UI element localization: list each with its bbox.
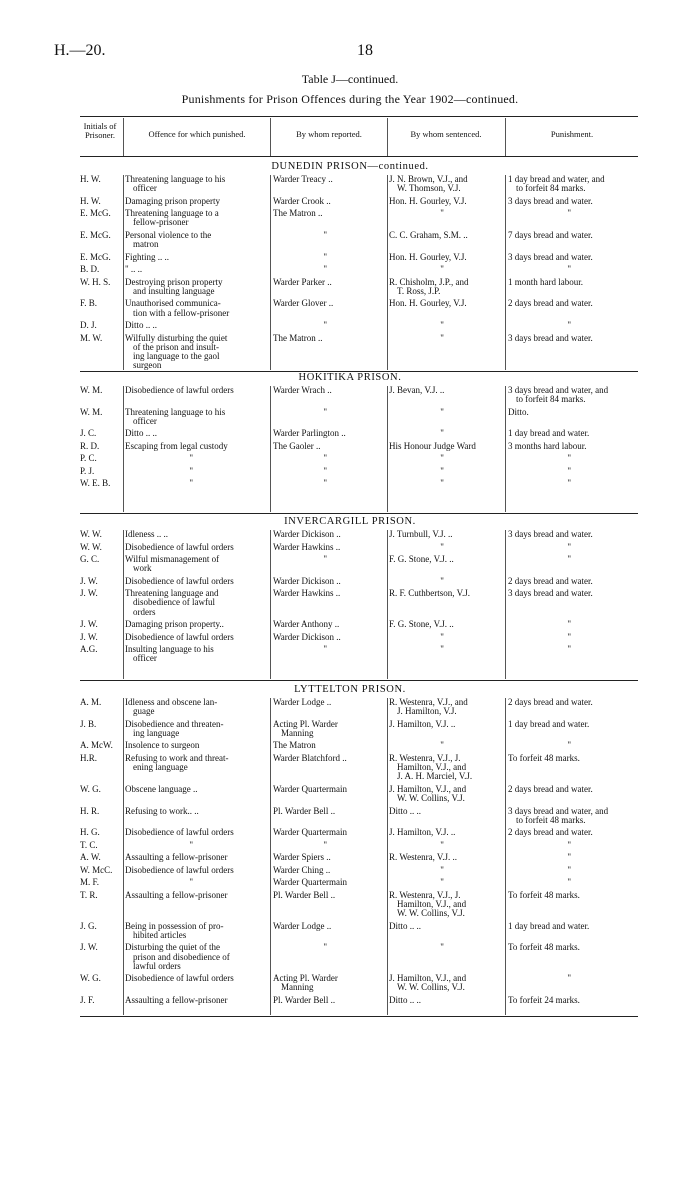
table-subtitle: Punishments for Prison Offences during the Year 1902—continued. [181, 92, 519, 106]
cell-initials: A. W. [80, 853, 101, 863]
cell-offence: Disobedience of lawful orders [125, 542, 234, 552]
cell-sentenced: " [440, 645, 444, 655]
cell-punishment: to forfeit 48 marks. [516, 815, 586, 825]
cell-sentenced: W. W. Collins, V.J. [397, 909, 465, 919]
cell-punishment: 3 days bread and water. [508, 530, 593, 539]
cell-initials: H. R. [80, 806, 100, 816]
cell-punishment: to forfeit 84 marks. [516, 184, 586, 194]
cell-punishment: " [567, 209, 572, 219]
cell-reported: Warder Dickison .. [273, 576, 341, 586]
cell-reported: Warder Spiers .. [273, 853, 331, 863]
column-divider [387, 530, 388, 679]
cell-reported: Warder Quartermain [273, 878, 347, 888]
cell-sentenced: " [440, 878, 444, 888]
cell-sentenced: " [440, 429, 444, 439]
column-divider [123, 698, 124, 1015]
cell-offence: Fighting .. .. [125, 252, 170, 262]
cell-sentenced: J. Bevan, V.J. .. [389, 386, 445, 395]
column-divider [123, 175, 124, 370]
cell-offence: Refusing to work and threat- [125, 753, 229, 763]
cell-offence: ening language [133, 763, 188, 773]
cell-initials: A. M. [80, 698, 102, 707]
cell-punishment: 3 days bread and water. [508, 196, 593, 206]
cell-initials: A. McW. [80, 741, 113, 751]
cell-offence: Insolence to surgeon [125, 741, 200, 751]
cell-initials: M. W. [80, 333, 103, 343]
cell-sentenced: C. C. Graham, S.M. .. [389, 230, 468, 240]
column-divider [505, 386, 506, 512]
top-rule [80, 116, 638, 117]
cell-offence: Assaulting a fellow-prisoner [125, 853, 228, 863]
cell-offence: " [189, 479, 194, 489]
header-column-divider [505, 118, 506, 156]
cell-offence: Being in possession of pro- [125, 921, 224, 931]
cell-reported: Warder Ching .. [273, 865, 331, 875]
cell-reported: Warder Hawkins .. [273, 589, 341, 599]
column-divider [123, 530, 124, 679]
cell-reported: Warder Crook .. [273, 196, 331, 206]
cell-initials: W. E. B. [80, 479, 111, 489]
cell-sentenced: T. Ross, J.P. [397, 286, 441, 296]
cell-offence: guage [133, 707, 155, 717]
column-divider [270, 698, 271, 1015]
cell-punishment: 2 days bread and water. [508, 299, 593, 309]
cell-offence: " [189, 466, 194, 476]
cell-sentenced: J. Hamilton, V.J. .. [389, 719, 456, 729]
cell-reported: " [323, 943, 328, 953]
cell-initials: T. C. [80, 840, 98, 850]
cell-sentenced: R. F. Cuthbertson, V.J. [389, 589, 470, 599]
cell-reported: " [323, 479, 328, 489]
cell-punishment: " [567, 454, 572, 464]
cell-offence: Assaulting a fellow-prisoner [125, 995, 228, 1005]
cell-reported: " [323, 407, 328, 417]
cell-initials: W. G. [80, 784, 101, 794]
header-column-divider [387, 118, 388, 156]
cell-reported: " [323, 265, 328, 275]
header-column-divider [123, 118, 124, 156]
cell-reported: The Matron .. [273, 333, 323, 343]
cell-reported: " [323, 555, 328, 564]
cell-punishment: 2 days bread and water. [508, 828, 593, 838]
cell-reported: Warder Lodge .. [273, 698, 332, 707]
cell-reported: Warder Wrach .. [273, 386, 332, 395]
cell-sentenced: Hon. H. Gourley, V.J. [389, 196, 467, 206]
cell-sentenced: " [440, 479, 444, 489]
cell-sentenced: Hamilton, V.J., and [397, 763, 467, 773]
cell-punishment: 1 day bread and water. [508, 429, 590, 439]
cell-offence: Refusing to work.. .. [125, 806, 199, 816]
section-heading: DUNEDIN PRISON—continued. [271, 161, 429, 172]
cell-punishment: " [567, 321, 572, 330]
cell-sentenced: W. Thomson, V.J. [397, 184, 461, 194]
cell-initials: D. J. [80, 321, 97, 330]
cell-offence: work [133, 564, 152, 574]
cell-initials: R. D. [80, 441, 100, 451]
cell-initials: W. McC. [80, 865, 113, 875]
cell-punishment: 7 days bread and water. [508, 230, 593, 240]
cell-punishment: 1 day bread and water. [508, 921, 590, 931]
cell-reported: Warder Quartermain [273, 828, 347, 838]
cell-reported: " [323, 840, 328, 850]
column-divider [387, 175, 388, 370]
cell-sentenced: R. Westenra, V.J. .. [389, 853, 458, 863]
column-divider [270, 386, 271, 512]
cell-offence: fellow-prisoner [133, 218, 189, 228]
cell-punishment: Ditto. [508, 407, 529, 417]
section-rule [80, 513, 638, 514]
cell-offence: Wilfully disturbing the quiet [125, 333, 228, 343]
cell-punishment: " [567, 632, 572, 642]
cell-offence: Disobedience of lawful orders [125, 974, 234, 984]
cell-reported: Warder Dickison .. [273, 530, 341, 539]
cell-reported: " [323, 466, 328, 476]
section-heading: HOKITIKA PRISON. [298, 372, 402, 383]
cell-offence: Idleness and obscene lan- [125, 698, 218, 707]
cell-initials: A.G. [80, 645, 98, 655]
column-header-offence: Offence for which punished. [148, 129, 246, 139]
cell-punishment: " [567, 555, 572, 564]
cell-initials: J. C. [80, 429, 97, 439]
cell-sentenced: J. Hamilton, V.J., and [389, 974, 467, 984]
cell-sentenced: W. W. Collins, V.J. [397, 794, 465, 803]
cell-reported: Warder Lodge .. [273, 921, 332, 931]
cell-punishment: " [567, 479, 572, 489]
cell-punishment: " [567, 840, 572, 850]
cell-initials: J. B. [80, 719, 97, 729]
cell-reported: " [323, 230, 328, 240]
cell-offence: orders [133, 607, 156, 617]
cell-offence: officer [133, 654, 157, 664]
cell-punishment: 3 days bread and water, and [508, 806, 609, 816]
column-header-sentenced: By whom sentenced. [410, 129, 482, 139]
cell-offence: Threatening language to his [125, 175, 226, 184]
cell-punishment: 1 day bread and water, and [508, 175, 605, 184]
cell-offence: " .. .. [125, 265, 143, 275]
cell-offence: surgeon [133, 361, 162, 371]
cell-punishment: to forfeit 84 marks. [516, 395, 586, 405]
cell-sentenced: " [440, 454, 444, 464]
cell-punishment: " [567, 974, 572, 984]
cell-reported: Pl. Warder Bell .. [273, 890, 336, 900]
cell-punishment: " [567, 265, 572, 275]
cell-offence: Disobedience of lawful orders [125, 632, 234, 642]
cell-offence: disobedience of lawful [133, 598, 215, 608]
cell-reported: The Gaoler .. [273, 441, 321, 451]
page-number: 18 [357, 42, 373, 59]
section-heading: INVERCARGILL PRISON. [284, 516, 416, 527]
cell-initials: W. H. S. [80, 277, 111, 287]
cell-offence: hibited articles [133, 930, 187, 940]
cell-punishment: " [567, 620, 572, 630]
cell-reported: Warder Blatchford .. [273, 753, 347, 763]
cell-sentenced: F. G. Stone, V.J. .. [389, 620, 454, 630]
cell-punishment: " [567, 542, 572, 552]
cell-initials: E. McG. [80, 209, 111, 219]
column-divider [505, 698, 506, 1015]
cell-offence: Threatening language to his [125, 407, 226, 417]
cell-sentenced: J. Hamilton, V.J. .. [389, 828, 456, 838]
cell-offence: and insulting language [133, 286, 215, 296]
cell-offence: Personal violence to the [125, 230, 212, 240]
cell-initials: J. W. [80, 576, 98, 586]
cell-offence: Ditto .. .. [125, 321, 158, 330]
header-rule [80, 156, 638, 157]
cell-sentenced: " [440, 840, 444, 850]
cell-initials: J. W. [80, 632, 98, 642]
cell-punishment: " [567, 865, 572, 875]
cell-initials: H. W. [80, 175, 101, 184]
cell-initials: W. M. [80, 407, 103, 417]
cell-sentenced: J. Turnbull, V.J. .. [389, 530, 453, 539]
column-divider [387, 386, 388, 512]
page-id: H.—20. [54, 42, 106, 59]
cell-offence: Disturbing the quiet of the [125, 943, 220, 953]
cell-offence: Damaging prison property.. [125, 620, 224, 630]
table-title: Table J—continued. [301, 72, 399, 86]
cell-offence: Insulting language to his [125, 645, 214, 655]
cell-punishment: " [567, 853, 572, 863]
cell-initials: W. W. [80, 530, 102, 539]
cell-punishment: " [567, 741, 572, 751]
cell-sentenced: F. G. Stone, V.J. .. [389, 555, 454, 564]
cell-sentenced: " [440, 466, 444, 476]
cell-sentenced: Hon. H. Gourley, V.J. [389, 299, 467, 309]
cell-offence: Idleness .. .. [125, 530, 168, 539]
column-divider [505, 175, 506, 370]
cell-reported: Pl. Warder Bell .. [273, 995, 336, 1005]
cell-punishment: 2 days bread and water. [508, 576, 593, 586]
cell-reported: Pl. Warder Bell .. [273, 806, 336, 816]
section-heading: LYTTELTON PRISON. [294, 684, 406, 695]
cell-sentenced: Ditto .. .. [389, 806, 422, 816]
cell-reported: " [323, 252, 328, 262]
cell-initials: H. W. [80, 196, 101, 206]
cell-punishment: 3 days bread and water. [508, 252, 593, 262]
cell-initials: M. F. [80, 878, 100, 888]
cell-sentenced: " [440, 209, 444, 219]
cell-reported: Manning [281, 983, 314, 993]
cell-offence: " [189, 454, 194, 464]
cell-reported: Warder Treacy .. [273, 175, 333, 184]
cell-offence: Wilful mismanagement of [125, 555, 220, 564]
cell-offence: ing language [133, 728, 180, 738]
cell-punishment: " [567, 466, 572, 476]
cell-reported: Warder Anthony .. [273, 620, 340, 630]
cell-reported: The Matron .. [273, 209, 323, 219]
cell-offence: tion with a fellow-prisoner [133, 308, 230, 318]
cell-initials: W. M. [80, 386, 103, 395]
cell-initials: B. D. [80, 265, 100, 275]
cell-sentenced: " [440, 542, 444, 552]
cell-sentenced: J. Hamilton, V.J. [397, 707, 457, 717]
cell-offence: Disobedience and threaten- [125, 719, 224, 729]
cell-offence: Threatening language to a [125, 209, 219, 219]
cell-sentenced: " [440, 632, 444, 642]
cell-sentenced: " [440, 265, 444, 275]
cell-initials: P. J. [80, 466, 95, 476]
cell-initials: H. G. [80, 828, 100, 838]
cell-reported: Warder Glover .. [273, 299, 334, 309]
cell-reported: The Matron [273, 741, 316, 751]
cell-initials: T. R. [80, 890, 98, 900]
cell-sentenced: " [440, 865, 444, 875]
cell-sentenced: " [440, 576, 444, 586]
cell-punishment: 3 days bread and water. [508, 333, 593, 343]
cell-sentenced: Ditto .. .. [389, 995, 422, 1005]
cell-offence: officer [133, 416, 157, 426]
cell-sentenced: " [440, 943, 444, 953]
cell-punishment: To forfeit 48 marks. [508, 943, 580, 953]
cell-offence: Disobedience of lawful orders [125, 576, 234, 586]
cell-initials: W. G. [80, 974, 101, 984]
column-header-punishment: Punishment. [550, 129, 594, 139]
cell-sentenced: " [440, 741, 444, 751]
column-header-reported: By whom reported. [296, 129, 362, 139]
cell-offence: Unauthorised communica- [125, 299, 221, 309]
cell-offence: lawful orders [133, 961, 181, 971]
cell-reported: Acting Pl. Warder [273, 974, 338, 984]
cell-offence: Disobedience of lawful orders [125, 865, 234, 875]
header-column-divider [270, 118, 271, 156]
cell-sentenced: R. Westenra, V.J., and [389, 698, 468, 707]
cell-punishment: To forfeit 24 marks. [508, 995, 580, 1005]
cell-reported: Warder Dickison .. [273, 632, 341, 642]
cell-offence: Obscene language .. [125, 784, 198, 794]
cell-reported: " [323, 645, 328, 655]
column-divider [505, 530, 506, 679]
cell-initials: J. W. [80, 620, 98, 630]
cell-initials: J. W. [80, 943, 98, 953]
cell-punishment: 3 days bread and water, and [508, 386, 609, 395]
cell-punishment: " [567, 645, 572, 655]
column-divider [387, 698, 388, 1015]
cell-sentenced: Ditto .. .. [389, 921, 422, 931]
column-divider [270, 175, 271, 370]
cell-reported: " [323, 321, 328, 330]
cell-offence: Ditto .. .. [125, 429, 158, 439]
section-rule [80, 680, 638, 681]
column-divider [123, 386, 124, 512]
cell-sentenced: His Honour Judge Ward [389, 441, 476, 451]
cell-reported: Warder Quartermain [273, 784, 347, 794]
cell-reported: Warder Parker .. [273, 277, 332, 287]
cell-punishment: To forfeit 48 marks. [508, 753, 580, 763]
cell-offence: Damaging prison property [125, 196, 220, 206]
cell-initials: J. W. [80, 589, 98, 599]
cell-sentenced: W. W. Collins, V.J. [397, 983, 465, 993]
cell-offence: Threatening language and [125, 589, 219, 599]
cell-punishment: 1 day bread and water. [508, 719, 590, 729]
cell-offence: prison and disobedience of [133, 952, 230, 962]
cell-reported: Manning [281, 728, 314, 738]
cell-offence: Disobedience of lawful orders [125, 828, 234, 838]
cell-sentenced: J. N. Brown, V.J., and [389, 175, 468, 184]
cell-sentenced: R. Westenra, V.J., J. [389, 890, 461, 900]
cell-reported: Acting Pl. Warder [273, 719, 338, 729]
cell-offence: of the prison and insult- [133, 342, 219, 352]
column-header-initials: Initials of Prisoner. [83, 121, 117, 140]
cell-sentenced: " [440, 333, 444, 343]
cell-sentenced: J. A. H. Marciel, V.J. [397, 772, 473, 782]
cell-offence: ing language to the gaol [133, 351, 220, 361]
cell-offence: Disobedience of lawful orders [125, 386, 234, 395]
cell-sentenced: R. Westenra, V.J., J. [389, 753, 461, 763]
cell-sentenced: " [440, 407, 444, 417]
cell-punishment: 2 days bread and water. [508, 784, 593, 794]
cell-initials: E. McG. [80, 252, 111, 262]
cell-initials: E. McG. [80, 230, 111, 240]
cell-initials: P. C. [80, 454, 97, 464]
cell-offence: Destroying prison property [125, 277, 223, 287]
cell-punishment: To forfeit 48 marks. [508, 890, 580, 900]
cell-offence: " [189, 878, 194, 888]
cell-punishment: 1 month hard labour. [508, 277, 583, 287]
cell-initials: W. W. [80, 542, 102, 552]
cell-sentenced: J. Hamilton, V.J., and [389, 784, 467, 794]
cell-offence: " [189, 840, 194, 850]
cell-reported: " [323, 454, 328, 464]
cell-punishment: 3 months hard labour. [508, 441, 587, 451]
cell-punishment: 3 days bread and water. [508, 589, 593, 599]
cell-sentenced: Hon. H. Gourley, V.J. [389, 252, 467, 262]
cell-punishment: " [567, 878, 572, 888]
cell-initials: J. F. [80, 995, 95, 1005]
cell-sentenced: R. Chisholm, J.P., and [389, 277, 469, 287]
column-divider [270, 530, 271, 679]
cell-initials: G. C. [80, 555, 100, 564]
cell-initials: J. G. [80, 921, 97, 931]
cell-reported: Warder Hawkins .. [273, 542, 341, 552]
cell-initials: H.R. [80, 753, 98, 763]
cell-initials: F. B. [80, 299, 98, 309]
cell-reported: Warder Parlington .. [273, 429, 346, 439]
cell-offence: Assaulting a fellow-prisoner [125, 890, 228, 900]
cell-offence: Escaping from legal custody [125, 441, 228, 451]
cell-sentenced: Hamilton, V.J., and [397, 899, 467, 909]
cell-punishment: 2 days bread and water. [508, 698, 593, 707]
section-rule [80, 1016, 638, 1017]
cell-offence: officer [133, 184, 157, 194]
cell-offence: matron [133, 240, 159, 250]
cell-sentenced: " [440, 321, 444, 330]
